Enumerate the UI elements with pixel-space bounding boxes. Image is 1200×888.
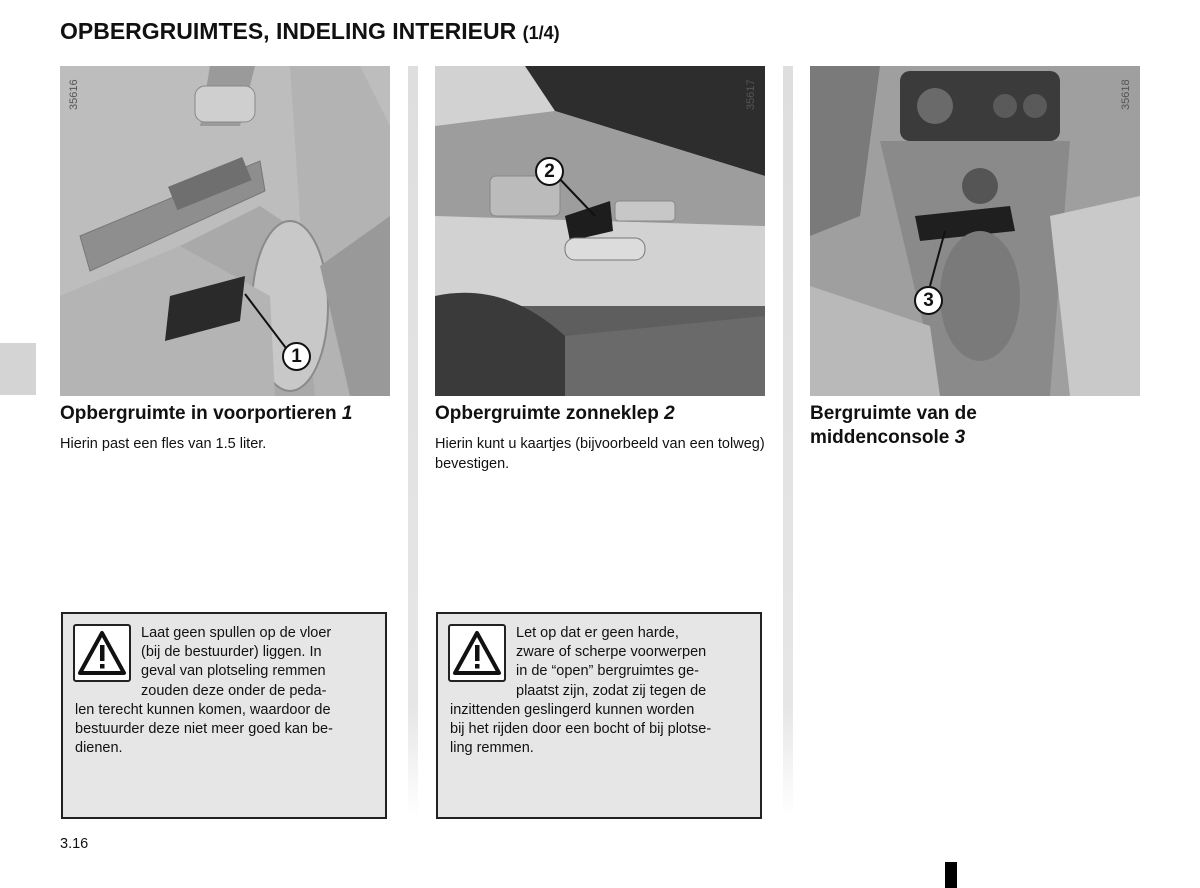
warning-line: Laat geen spullen op de vloer: [141, 625, 332, 641]
section-heading-line2: middenconsole: [810, 427, 950, 448]
warning-line: (bij de bestuurder) liggen. In: [141, 644, 322, 661]
warning-line: ling remmen.: [450, 740, 534, 757]
section-heading-ref: 2: [664, 403, 675, 424]
warning-line: bestuurder deze niet meer goed kan be-: [75, 721, 333, 738]
photo-code-3: 35618: [1120, 79, 1132, 110]
page-title: [60, 18, 560, 45]
section-heading-ref: 3: [954, 427, 966, 448]
chapter-side-tab: [0, 343, 36, 395]
section-text-sunvisor: Hierin kunt u kaartjes (bijvoorbeeld van een tolweg) bevestigen.: [435, 436, 765, 472]
section-heading-text: Opbergruimte in voorportieren: [60, 403, 337, 424]
section-heading-door: [60, 402, 400, 426]
warning-triangle-icon: [448, 624, 506, 682]
door-interior-illustration: [60, 66, 390, 396]
section-heading-text: Opbergruimte zonneklep: [435, 403, 659, 424]
center-console-illustration: [810, 66, 1140, 396]
warning-box-loose-objects: [436, 612, 762, 819]
photo-console-storage: [810, 66, 1140, 396]
warning-line: in de “open” bergruimtes ge-: [516, 663, 699, 680]
page-number: 3.16: [60, 836, 89, 852]
warning-line: inzittenden geslingerd kunnen worden: [450, 701, 695, 718]
warning-line: bij het rijden door een bocht of bij plotse-: [450, 721, 712, 738]
photo-sunvisor-storage: [435, 66, 765, 396]
warning-line: dienen.: [75, 740, 123, 757]
photo-door-storage: [60, 66, 390, 396]
warning-triangle-icon: [73, 624, 131, 682]
callout-3: 3: [914, 286, 943, 315]
sunvisor-illustration: [435, 66, 765, 396]
warning-line: zouden deze onder de peda-: [141, 682, 327, 699]
page-title-part: (1/4): [522, 23, 560, 43]
callout-2: 2: [535, 157, 564, 186]
section-heading-console: [810, 402, 1150, 450]
warning-box-floor: [61, 612, 387, 819]
warning-line: geval van plotseling remmen: [141, 663, 326, 680]
section-heading-ref: 1: [341, 403, 353, 424]
column-divider-2: [783, 66, 793, 818]
photo-code-1: 35616: [68, 79, 80, 110]
warning-line: len terecht kunnen komen, waardoor de: [75, 701, 331, 718]
warning-line: Let op dat er geen harde,: [516, 625, 679, 641]
photo-code-2: 35617: [745, 79, 757, 110]
column-divider-1: [408, 66, 418, 818]
warning-line: zware of scherpe voorwerpen: [516, 644, 707, 661]
section-heading-line1: Bergruimte van de: [810, 403, 977, 424]
page-edge-marker: [945, 862, 957, 888]
section-heading-sunvisor: [435, 402, 775, 426]
callout-1: 1: [282, 342, 311, 371]
page-title-text: OPBERGRUIMTES, INDELING INTERIEUR: [60, 18, 517, 44]
warning-line: plaatst zijn, zodat zij tegen de: [516, 682, 707, 699]
section-text-door: Hierin past een fles van 1.5 liter.: [60, 436, 267, 452]
